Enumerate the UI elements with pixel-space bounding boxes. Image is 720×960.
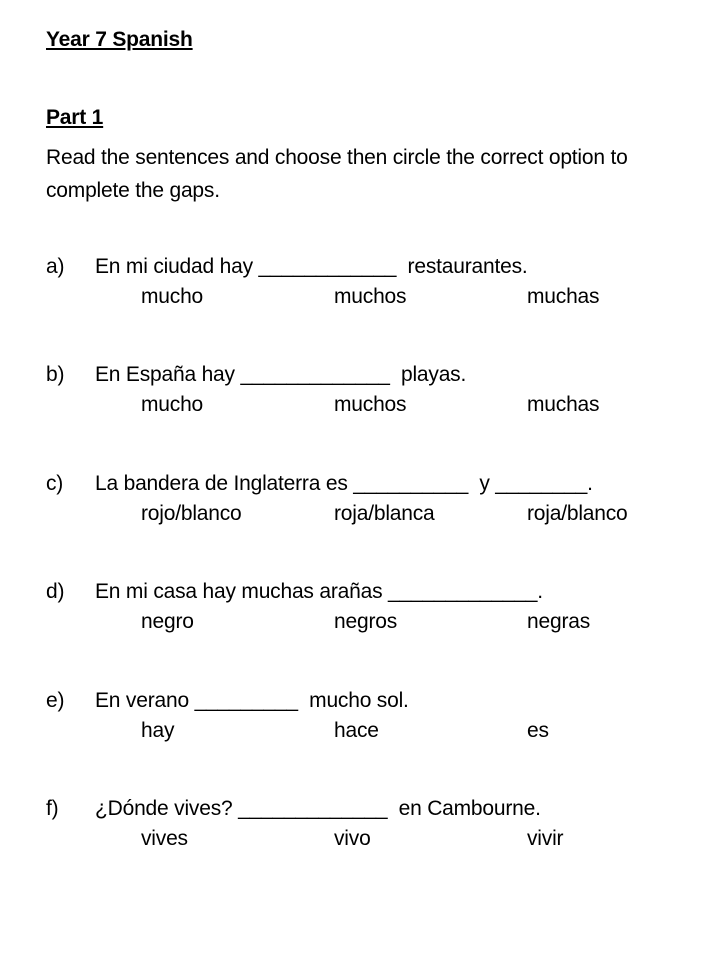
option-1: vives [141, 827, 188, 850]
question-f [46, 792, 706, 862]
option-3: es [527, 719, 549, 742]
option-1: rojo/blanco [141, 502, 242, 525]
question-text: La bandera de Inglaterra es __________ y ________. [95, 472, 593, 495]
question-letter: d) [46, 580, 65, 603]
part-heading: Part 1 [46, 106, 104, 129]
instructions-text: Read the sentences and choose then circle the correct option to complete the gaps. [46, 146, 628, 202]
question-text: ¿Dónde vives? _____________ en Cambourne. [95, 797, 541, 820]
question-text: En mi ciudad hay ____________ restaurantes. [95, 255, 528, 278]
question-d [46, 575, 706, 645]
option-1: hay [141, 719, 175, 742]
option-2: negros [334, 610, 398, 633]
option-3: muchas [527, 285, 600, 308]
option-1: negro [141, 610, 194, 633]
question-text: En mi casa hay muchas arañas _____________. [95, 580, 543, 603]
question-a [46, 250, 706, 320]
question-text: En verano _________ mucho sol. [95, 689, 409, 712]
question-e [46, 684, 706, 754]
option-2: vivo [334, 827, 371, 850]
question-letter: b) [46, 363, 65, 386]
option-3: roja/blanco [527, 502, 628, 525]
option-2: muchos [334, 393, 407, 416]
option-2: hace [334, 719, 379, 742]
question-letter: a) [46, 255, 65, 278]
question-letter: f) [46, 797, 59, 820]
worksheet-title: Year 7 Spanish [46, 28, 193, 51]
option-3: vivir [527, 827, 564, 850]
question-text: En España hay _____________ playas. [95, 363, 467, 386]
option-1: mucho [141, 393, 204, 416]
option-3: negras [527, 610, 591, 633]
option-1: mucho [141, 285, 204, 308]
option-2: muchos [334, 285, 407, 308]
question-letter: e) [46, 689, 65, 712]
question-c [46, 467, 706, 537]
option-3: muchas [527, 393, 600, 416]
question-b [46, 358, 706, 428]
question-letter: c) [46, 472, 64, 495]
option-2: roja/blanca [334, 502, 435, 525]
